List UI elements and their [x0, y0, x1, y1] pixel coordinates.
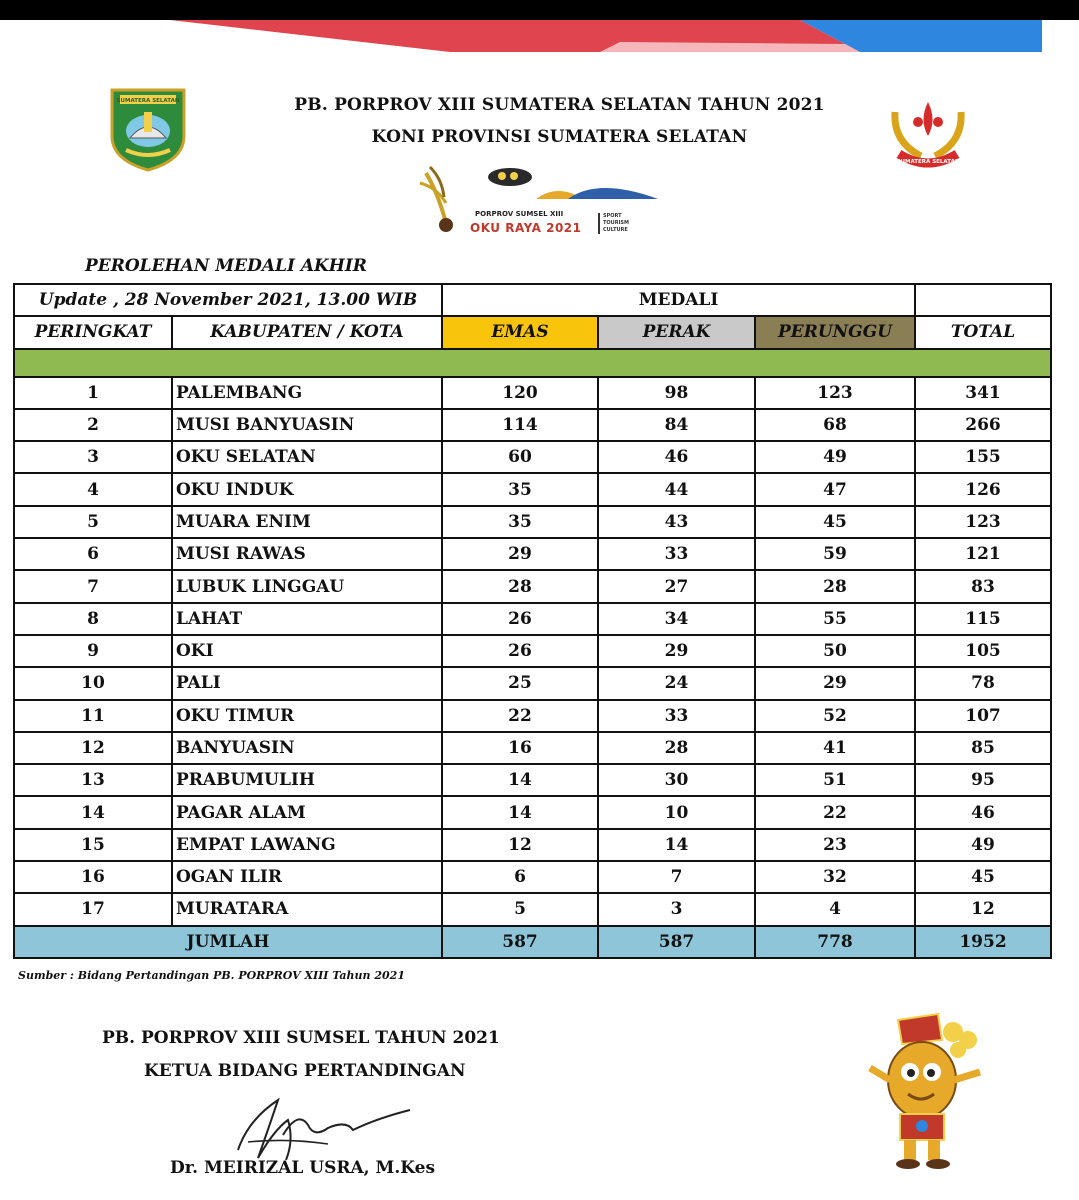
silver-cell: 34 — [598, 603, 755, 635]
bronze-cell: 51 — [755, 764, 915, 796]
rank-cell: 2 — [14, 409, 172, 441]
silver-cell: 44 — [598, 473, 755, 505]
rank-cell: 7 — [14, 570, 172, 602]
region-cell: LAHAT — [172, 603, 442, 635]
gold-cell: 26 — [442, 635, 598, 667]
table-row — [14, 506, 1051, 538]
total-silver: 587 — [598, 926, 755, 958]
total-gold: 587 — [442, 926, 598, 958]
region-cell: MUARA ENIM — [172, 506, 442, 538]
col-header-total: TOTAL — [915, 316, 1051, 348]
col-header-silver: PERAK — [598, 316, 755, 348]
col-header-rank: PERINGKAT — [14, 316, 172, 348]
medali-group-header: MEDALI — [442, 284, 915, 316]
region-cell: OKU SELATAN — [172, 441, 442, 473]
event-name: PORPROV SUMSEL XIII — [475, 210, 564, 218]
total-label: JUMLAH — [14, 926, 442, 958]
rank-cell: 11 — [14, 700, 172, 732]
rank-cell: 13 — [14, 764, 172, 796]
gold-cell: 35 — [442, 473, 598, 505]
rank-cell: 8 — [14, 603, 172, 635]
table-row — [14, 538, 1051, 570]
bronze-cell: 49 — [755, 441, 915, 473]
empty-header-cell — [915, 284, 1051, 316]
col-header-region: KABUPATEN / KOTA — [172, 316, 442, 348]
gold-cell: 22 — [442, 700, 598, 732]
region-cell: MUSI BANYUASIN — [172, 409, 442, 441]
silver-cell: 29 — [598, 635, 755, 667]
gold-cell: 28 — [442, 570, 598, 602]
table-row — [14, 441, 1051, 473]
signature-org: PB. PORPROV XIII SUMSEL TAHUN 2021 — [102, 1028, 500, 1048]
total-cell: 49 — [915, 829, 1051, 861]
table-row — [14, 603, 1051, 635]
bronze-cell: 59 — [755, 538, 915, 570]
region-cell: MUSI RAWAS — [172, 538, 442, 570]
rank-cell: 10 — [14, 667, 172, 699]
rank-cell: 17 — [14, 893, 172, 925]
total-cell: 341 — [915, 377, 1051, 409]
header-title-line2: KONI PROVINSI SUMATERA SELATAN — [371, 127, 748, 147]
gold-cell: 60 — [442, 441, 598, 473]
total-all: 1952 — [915, 926, 1051, 958]
green-band — [14, 349, 1051, 377]
update-timestamp: Update , 28 November 2021, 13.00 WIB — [14, 284, 442, 316]
silver-cell: 46 — [598, 441, 755, 473]
rank-cell: 12 — [14, 732, 172, 764]
bronze-cell: 55 — [755, 603, 915, 635]
silver-cell: 27 — [598, 570, 755, 602]
table-row — [14, 377, 1051, 409]
rank-cell: 1 — [14, 377, 172, 409]
total-cell: 115 — [915, 603, 1051, 635]
rank-cell: 3 — [14, 441, 172, 473]
gold-cell: 29 — [442, 538, 598, 570]
region-cell: OKI — [172, 635, 442, 667]
gold-cell: 5 — [442, 893, 598, 925]
region-cell: OKU INDUK — [172, 473, 442, 505]
rank-cell: 4 — [14, 473, 172, 505]
bronze-cell: 47 — [755, 473, 915, 505]
region-cell: PALEMBANG — [172, 377, 442, 409]
table-total-row — [14, 926, 1051, 958]
table-row — [14, 796, 1051, 828]
gold-cell: 14 — [442, 764, 598, 796]
table-band-row — [14, 349, 1051, 377]
koni-logo — [885, 92, 971, 172]
bronze-cell: 22 — [755, 796, 915, 828]
gold-cell: 6 — [442, 861, 598, 893]
gold-cell: 114 — [442, 409, 598, 441]
rank-cell: 15 — [14, 829, 172, 861]
gold-cell: 12 — [442, 829, 598, 861]
gold-cell: 26 — [442, 603, 598, 635]
table-row — [14, 635, 1051, 667]
total-cell: 83 — [915, 570, 1051, 602]
table-row — [14, 667, 1051, 699]
silver-cell: 30 — [598, 764, 755, 796]
silver-cell: 3 — [598, 893, 755, 925]
silver-cell: 33 — [598, 538, 755, 570]
silver-cell: 84 — [598, 409, 755, 441]
rank-cell: 5 — [14, 506, 172, 538]
table-header-row — [14, 316, 1051, 348]
table-update-row — [14, 284, 1051, 316]
bronze-cell: 45 — [755, 506, 915, 538]
silver-cell: 7 — [598, 861, 755, 893]
total-bronze: 778 — [755, 926, 915, 958]
silver-cell: 24 — [598, 667, 755, 699]
gold-cell: 25 — [442, 667, 598, 699]
bronze-cell: 68 — [755, 409, 915, 441]
region-cell: LUBUK LINGGAU — [172, 570, 442, 602]
silver-cell: 33 — [598, 700, 755, 732]
table-row — [14, 764, 1051, 796]
region-cell: EMPAT LAWANG — [172, 829, 442, 861]
svg-text:SUMATERA SELATAN: SUMATERA SELATAN — [116, 98, 180, 104]
bronze-cell: 28 — [755, 570, 915, 602]
header-banner-stripe — [0, 20, 1079, 52]
bronze-cell: 29 — [755, 667, 915, 699]
svg-text:SUMATERA SELATAN: SUMATERA SELATAN — [896, 159, 960, 165]
region-cell: OGAN ILIR — [172, 861, 442, 893]
total-cell: 45 — [915, 861, 1051, 893]
gold-cell: 120 — [442, 377, 598, 409]
source-note: Sumber : Bidang Pertandingan PB. PORPROV XIII Tahun 2021 — [18, 969, 405, 982]
total-cell: 266 — [915, 409, 1051, 441]
signature-name: Dr. MEIRIZAL USRA, M.Kes — [170, 1158, 436, 1178]
table-row — [14, 409, 1051, 441]
col-header-bronze: PERUNGGU — [755, 316, 915, 348]
total-cell: 107 — [915, 700, 1051, 732]
total-cell: 46 — [915, 796, 1051, 828]
total-cell: 78 — [915, 667, 1051, 699]
bronze-cell: 41 — [755, 732, 915, 764]
top-black-bar — [0, 0, 1079, 20]
total-cell: 105 — [915, 635, 1051, 667]
total-cell: 155 — [915, 441, 1051, 473]
gold-cell: 14 — [442, 796, 598, 828]
region-cell: PALI — [172, 667, 442, 699]
silver-cell: 28 — [598, 732, 755, 764]
bronze-cell: 32 — [755, 861, 915, 893]
table-row — [14, 732, 1051, 764]
table-row — [14, 829, 1051, 861]
table-row — [14, 893, 1051, 925]
total-cell: 123 — [915, 506, 1051, 538]
rank-cell: 16 — [14, 861, 172, 893]
header-title-line1: PB. PORPROV XIII SUMATERA SELATAN TAHUN 2021 — [294, 95, 825, 115]
total-cell: 126 — [915, 473, 1051, 505]
silver-cell: 14 — [598, 829, 755, 861]
region-cell: PRABUMULIH — [172, 764, 442, 796]
region-cell: PAGAR ALAM — [172, 796, 442, 828]
signature-role: KETUA BIDANG PERTANDINGAN — [144, 1061, 466, 1081]
medal-standings-table — [13, 283, 1052, 959]
table-row — [14, 861, 1051, 893]
section-title: PEROLEHAN MEDALI AKHIR — [85, 256, 367, 276]
event-tags: SPORT TOURISM CULTURE — [598, 213, 629, 234]
region-cell: MURATARA — [172, 893, 442, 925]
total-cell: 121 — [915, 538, 1051, 570]
bronze-cell: 123 — [755, 377, 915, 409]
total-cell: 95 — [915, 764, 1051, 796]
gold-cell: 35 — [442, 506, 598, 538]
rank-cell: 6 — [14, 538, 172, 570]
table-row — [14, 473, 1051, 505]
region-cell: OKU TIMUR — [172, 700, 442, 732]
silver-cell: 10 — [598, 796, 755, 828]
silver-cell: 98 — [598, 377, 755, 409]
event-place: OKU RAYA 2021 — [470, 221, 582, 235]
rank-cell: 9 — [14, 635, 172, 667]
bronze-cell: 52 — [755, 700, 915, 732]
total-cell: 85 — [915, 732, 1051, 764]
col-header-gold: EMAS — [442, 316, 598, 348]
gold-cell: 16 — [442, 732, 598, 764]
table-row — [14, 700, 1051, 732]
rank-cell: 14 — [14, 796, 172, 828]
silver-cell: 43 — [598, 506, 755, 538]
region-cell: BANYUASIN — [172, 732, 442, 764]
total-cell: 12 — [915, 893, 1051, 925]
bronze-cell: 50 — [755, 635, 915, 667]
mascot-illustration — [858, 1010, 998, 1172]
bronze-cell: 4 — [755, 893, 915, 925]
bronze-cell: 23 — [755, 829, 915, 861]
table-row — [14, 570, 1051, 602]
